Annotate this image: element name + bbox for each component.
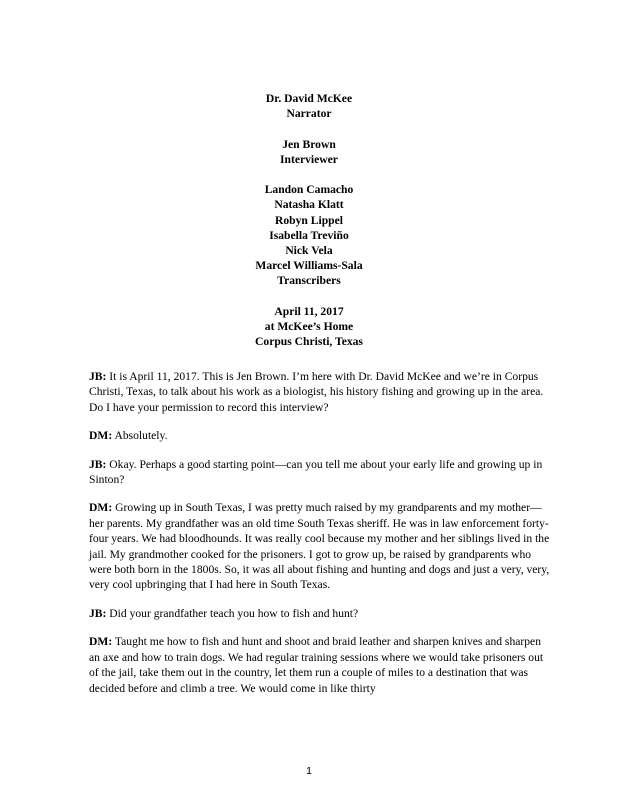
narrator-role: Narrator <box>286 107 332 121</box>
narrator-name: Dr. David McKee <box>265 92 353 105</box>
transcript-paragraph <box>89 369 551 415</box>
speech-text: Growing up in South Texas, I was pretty much raised by my grandparents and my mother—her parents. My grandfather was an old time South Texas sheriff. He was in law enforcement forty-four years. We had bloodhounds. It was really cool because my mother and her siblings lived in the jail. My grandmother cooked for the prisoners. I got to grow up, be raised by grandparents who were both born in the 1800s. So, it was all about fishing and hunting and dogs and just a very, very, very cool upbringing that I had here in South Texas. <box>89 501 550 592</box>
speaker-label: JB: <box>89 370 107 383</box>
speaker-label: JB: <box>89 457 107 471</box>
narrator-block <box>0 91 618 121</box>
transcript-paragraph <box>89 457 551 488</box>
transcript-body <box>89 369 551 709</box>
speaker-label: JB: <box>89 606 107 620</box>
interviewer-block <box>0 137 618 167</box>
transcriber-name: Marcel Williams-Sala <box>255 259 363 273</box>
transcriber-name: Isabella Treviño <box>269 228 349 242</box>
transcriber-name: Natasha Klatt <box>274 198 344 212</box>
title-block <box>0 91 618 365</box>
speaker-label: DM: <box>89 635 113 649</box>
interviewer-name: Jen Brown <box>282 137 336 151</box>
speech-text: Okay. Perhaps a good starting point—can you tell me about your early life and growing up in Sinton? <box>89 457 543 487</box>
transcribers-block <box>0 182 618 288</box>
transcriber-name: Landon Camacho <box>264 183 354 197</box>
transcript-paragraph <box>89 634 551 696</box>
speech-text: Did your grandfather teach you how to fish and hunt? <box>106 606 359 620</box>
interview-date: April 11, 2017 <box>274 304 344 318</box>
interview-place: at McKee’s Home <box>264 320 354 333</box>
transcript-paragraph <box>89 428 551 443</box>
transcribers-role: Transcribers <box>277 274 341 288</box>
speech-text: Taught me how to fish and hunt and shoot and braid leather and sharpen knives and sharpen an axe and how to train dogs. We had regular training sessions where we would take prisoners out of the jail, take them out in the country, let them run a couple of miles to a destination that was decided before and climb a tree. We would come in like thirty <box>89 635 544 695</box>
speech-text: Absolutely. <box>112 429 168 443</box>
interviewer-role: Interviewer <box>280 152 338 166</box>
transcript-paragraph <box>89 500 551 592</box>
transcriber-name: Robyn Lippel <box>275 213 343 227</box>
speaker-label: DM: <box>89 429 113 443</box>
page-number: 1 <box>306 765 312 777</box>
transcript-paragraph <box>89 606 551 621</box>
transcriber-name: Nick Vela <box>285 244 333 257</box>
speech-text: It is April 11, 2017. This is Jen Brown. I’m here with Dr. David McKee and we’re in Corpus Christi, Texas, to talk about his work as a biologist, his history fishing and growing up in the area. Do I have your permission to record this interview? <box>89 370 544 414</box>
speaker-label: DM: <box>89 501 113 515</box>
interview-city: Corpus Christi, Texas <box>255 335 363 349</box>
date-location-block <box>0 304 618 350</box>
